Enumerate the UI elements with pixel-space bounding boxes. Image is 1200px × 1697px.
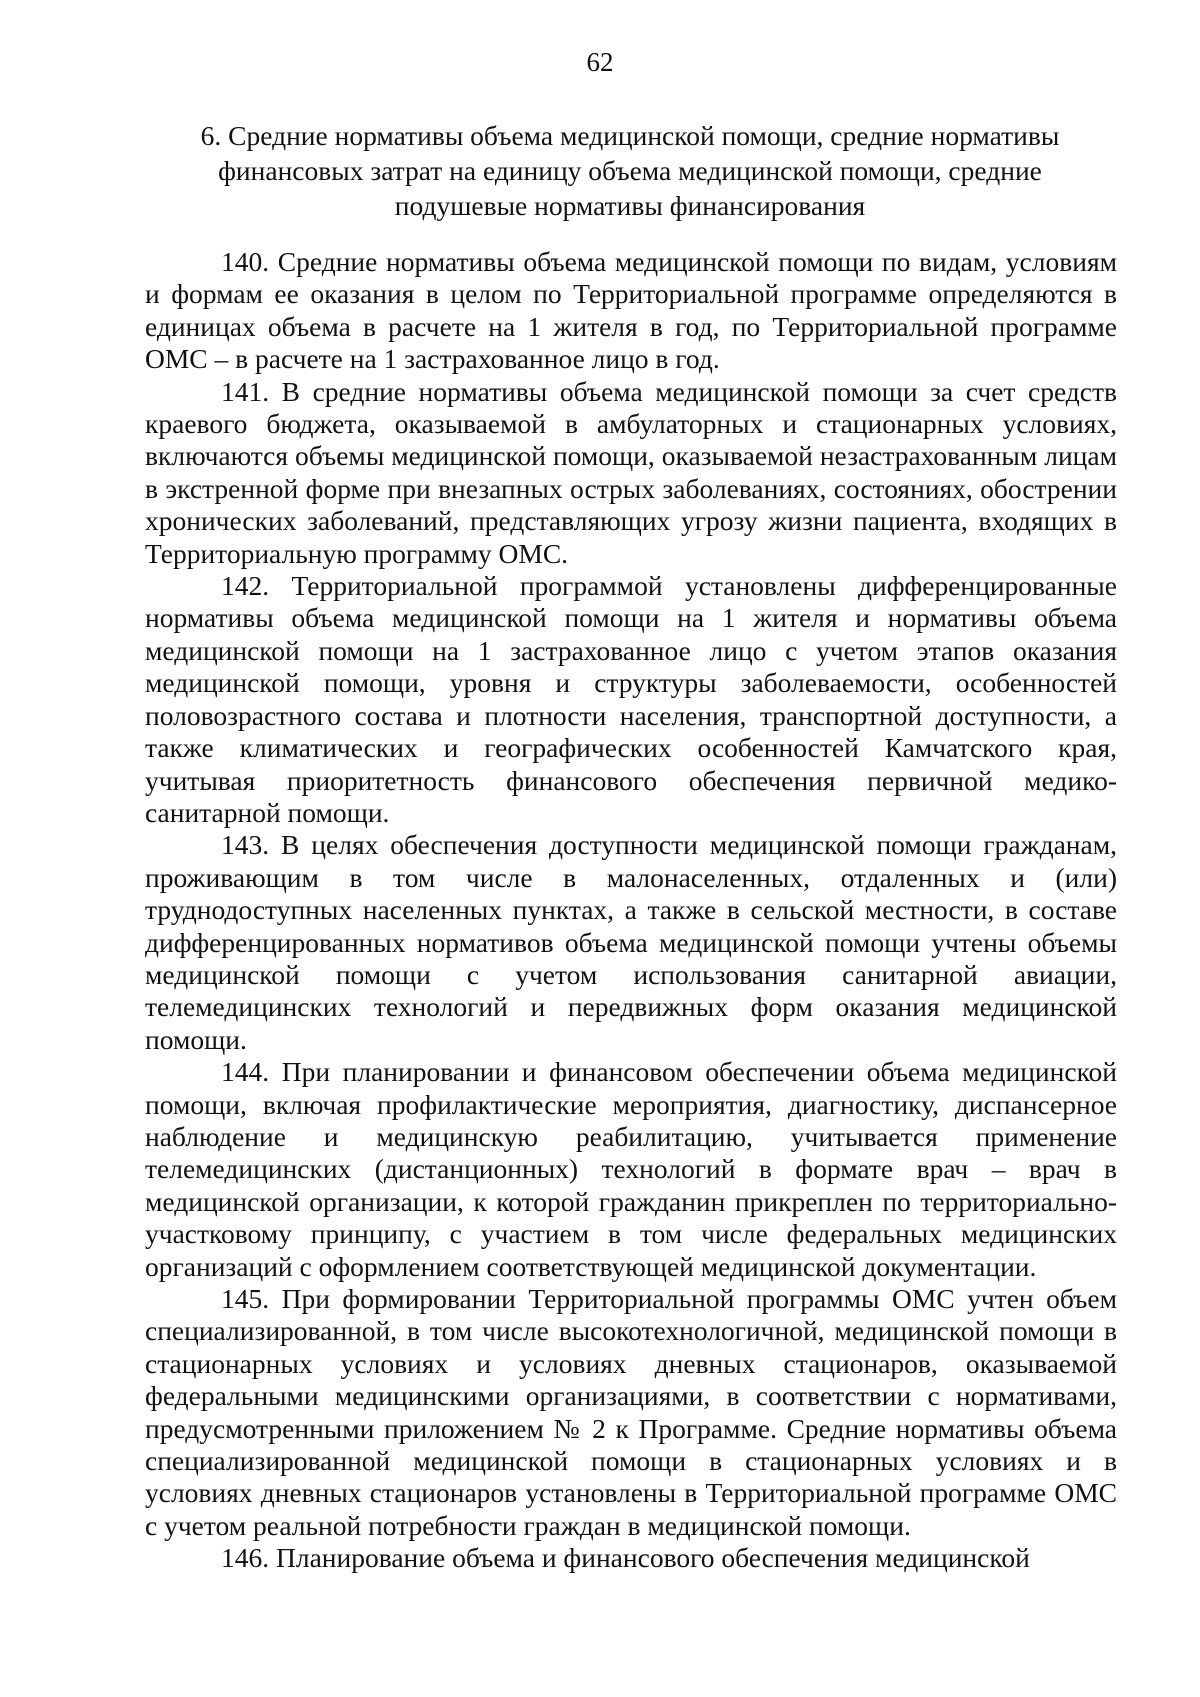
paragraph-146: 146. Планирование объема и финансового обеспечения медицинской [221, 1542, 1030, 1574]
document-body [145, 246, 1117, 1575]
section-heading-line: 6. Средние нормативы объема медицинской помощи, средние нормативы [200, 120, 1060, 151]
paragraph-144: 144. При планировании и финансовом обеспечении объема медицинской помощи, включая профилактические мероприятия, диагностику, диспансерное наблюдение и медицинскую реабилитацию, учитывается применение телемедицинских (дистанционных) технологий в формате врач – врач в медицинской организации, к которой гражданин прикреплен по территориально-участковому принципу, с участием в том числе федеральных медицинских организаций с оформлением соответствующей медицинской документации. [145, 1056, 1117, 1282]
paragraph-140: 140. Средние нормативы объема медицинской помощи по видам, условиям и формам ее оказания в целом по Территориальной программе определяются в единицах объема в расчете на 1 жителя в год, по Территориальной программе ОМС – в расчете на 1 застрахованное лицо в год. [145, 246, 1117, 375]
page-number: 62 [586, 47, 614, 77]
paragraph-142: 142. Территориальной программой установлены дифференцированные нормативы объема медицинской помощи на 1 жителя и нормативы объема медицинской помощи на 1 застрахованное лицо с учетом этапов оказания медицинской помощи, уровня и структуры заболеваемости, особенностей половозрастного состава и плотности населения, транспортной доступности, а также климатических и географических особенностей Камчатского края, учитывая приоритетность финансового обеспечения первичной медико-санитарной помощи. [145, 570, 1117, 828]
paragraph-141: 141. В средние нормативы объема медицинской помощи за счет средств краевого бюджета, оказываемой в амбулаторных и стационарных условиях, включаются объемы медицинской помощи, оказываемой незастрахованным лицам в экстренной форме при внезапных острых заболеваниях, состояниях, обострении хронических заболеваний, представляющих угрозу жизни пациента, входящих в Территориальную программу ОМС. [145, 375, 1117, 569]
paragraph-145: 145. При формировании Территориальной программы ОМС учтен объем специализированной, в том числе высокотехнологичной, медицинской помощи в стационарных условиях и условиях дневных стационаров, оказываемой федеральными медицинскими организациями, в соответствии с нормативами, предусмотренными приложением № 2 к Программе. Средние нормативы объема специализированной медицинской помощи в стационарных условиях и в условиях дневных стационаров установлены в Территориальной программе ОМС с учетом реальной потребности граждан в медицинской помощи. [145, 1283, 1117, 1541]
section-heading-line: подушевые нормативы финансирования [394, 190, 866, 221]
paragraph-143: 143. В целях обеспечения доступности медицинской помощи гражданам, проживающим в том числе в малонаселенных, отдаленных и (или) труднодоступных населенных пунктах, а также в сельской местности, в составе дифференцированных нормативов объема медицинской помощи учтены объемы медицинской помощи с учетом использования санитарной авиации, телемедицинских технологий и передвижных форм оказания медицинской помощи. [145, 829, 1117, 1055]
section-heading [150, 118, 1110, 223]
section-heading-line: финансовых затрат на единицу объема медицинской помощи, средние [218, 155, 1042, 186]
